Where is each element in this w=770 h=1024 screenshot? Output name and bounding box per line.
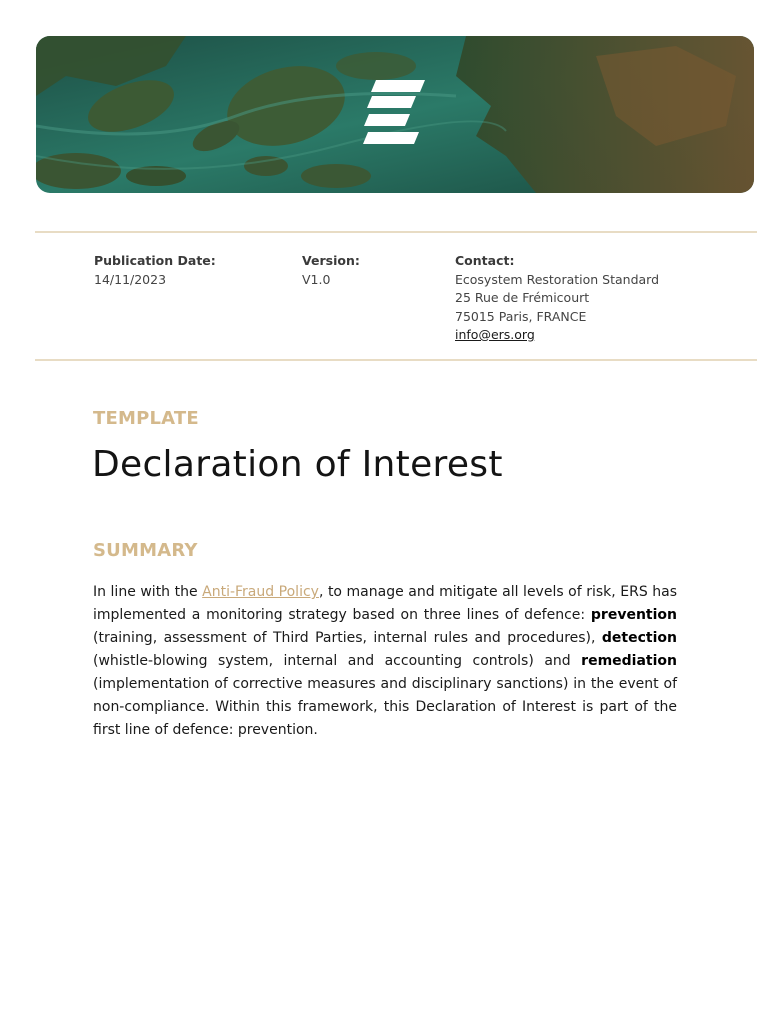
anti-fraud-policy-link[interactable]: Anti-Fraud Policy [202, 584, 319, 600]
contact-street: 25 Rue de Frémicourt [455, 290, 590, 305]
aerial-delta-image [36, 36, 754, 193]
summary-text-4: (whistle-blowing system, internal and accounting controls) and [93, 653, 582, 669]
summary-heading: SUMMARY [93, 540, 198, 561]
summary-paragraph [93, 581, 677, 742]
contact-city: 75015 Paris, FRANCE [455, 308, 587, 324]
summary-text-5: (implementation of corrective measures and disciplinary sanctions) in the event of non-compliance. Within this framework, this Declaration of Interest is part of the first line of defence: prevention. [93, 676, 677, 738]
publication-date-label: Publication Date: [94, 253, 216, 268]
publication-date-value: 14/11/2023 [94, 271, 167, 287]
summary-text-1: In line with the [93, 584, 203, 600]
remediation-term: remediation [581, 653, 677, 669]
summary-text-3: (training, assessment of Third Parties, internal rules and procedures), [93, 630, 602, 646]
version-block [302, 252, 360, 289]
contact-org: Ecosystem Restoration Standard [455, 271, 660, 287]
contact-label: Contact: [455, 253, 515, 268]
top-divider [35, 231, 757, 233]
template-kicker: TEMPLATE [93, 408, 199, 429]
header-banner [36, 36, 754, 193]
page-title: Declaration of Interest [92, 444, 503, 485]
detection-term: detection [601, 630, 677, 646]
version-label: Version: [302, 253, 360, 268]
contact-block [455, 252, 659, 345]
version-value: V1.0 [302, 271, 331, 287]
publication-date-block [94, 252, 216, 289]
summary-text-2: , to manage and mitigate all levels of risk, ERS has implemented a monitoring strategy based on three lines of defence: [93, 584, 677, 623]
bottom-divider [35, 359, 757, 361]
prevention-term: prevention [590, 607, 677, 623]
contact-email-link[interactable]: info@ers.org [455, 327, 535, 342]
